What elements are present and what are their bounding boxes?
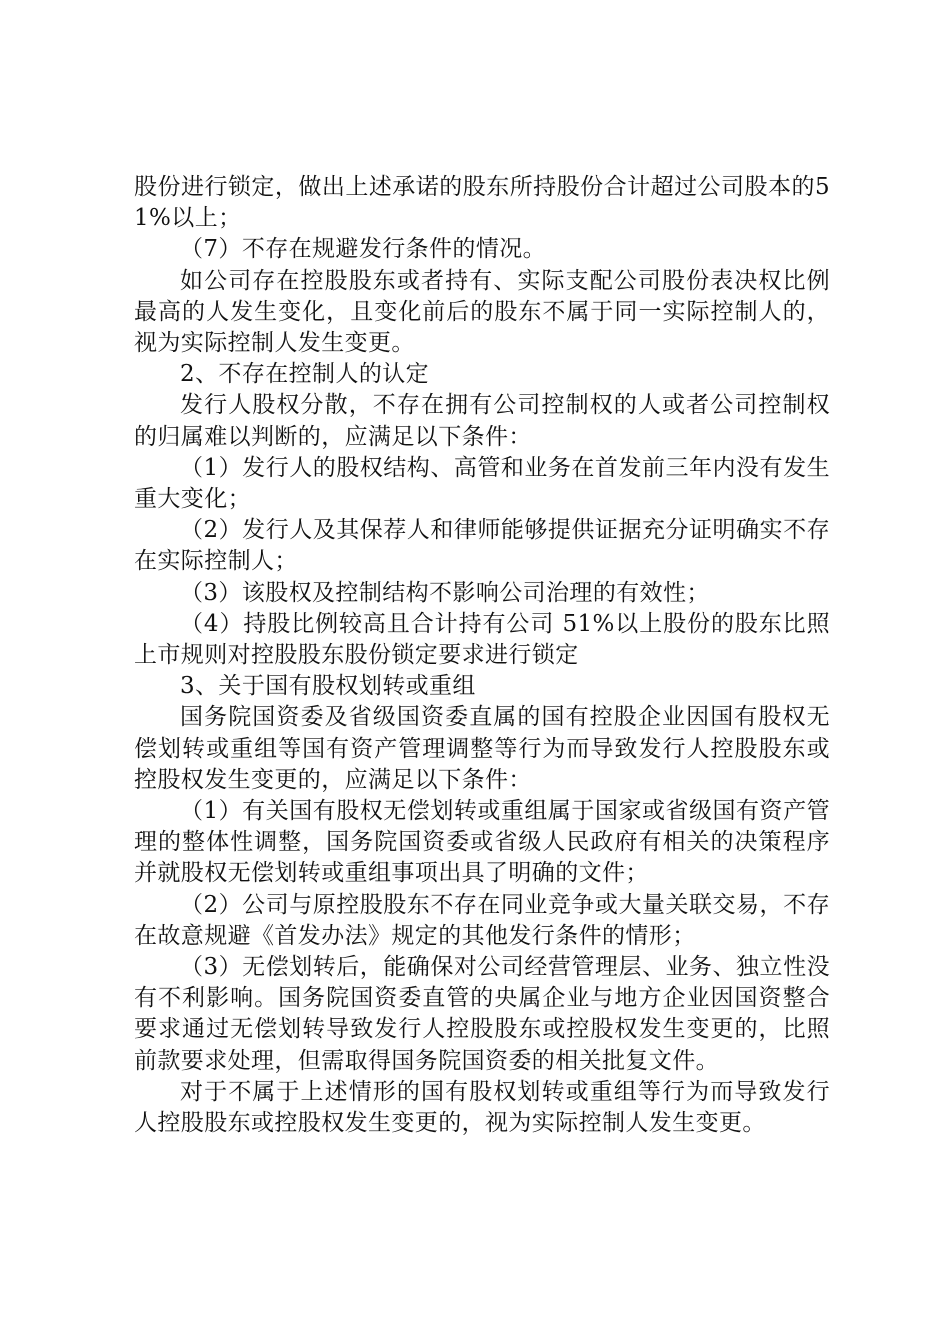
- paragraph-change-definition: 如公司存在控股股东或者持有、实际支配公司股份表决权比例最高的人发生变化，且变化前后的股东不属于同一实际控制人的，视为实际控制人发生变更。: [134, 267, 830, 357]
- document-body: [134, 172, 830, 1139]
- paragraph-transfer-condition-2: （2）公司与原控股股东不存在同业竞争或大量关联交易，不存在故意规避《首发办法》规定的其他发行条件的情形；: [134, 891, 830, 949]
- paragraph-condition-1: （1）发行人的股权结构、高管和业务在首发前三年内没有发生重大变化；: [134, 454, 830, 513]
- paragraph-continuation: 股份进行锁定，做出上述承诺的股东所持股份合计超过公司股本的51%以上；: [134, 174, 830, 232]
- paragraph-dispersed-ownership: 发行人股权分散，不存在拥有公司控制权的人或者公司控制权的归属难以判断的，应满足以下条件：: [134, 392, 830, 450]
- paragraph-other-cases: 对于不属于上述情形的国有股权划转或重组等行为而导致发行人控股股东或控股权发生变更的，视为实际控制人发生变更。: [134, 1078, 830, 1137]
- paragraph-transfer-condition-3: （3）无偿划转后，能确保对公司经营管理层、业务、独立性没有不利影响。国务院国资委直管的央属企业与地方企业因国资整合要求通过无偿划转导致发行人控股股东或控股权发生变更的，比照前款要求处理，但需取得国务院国资委的相关批复文件。: [134, 954, 830, 1074]
- paragraph-condition-2: （2）发行人及其保荐人和律师能够提供证据充分证明确实不存在实际控制人；: [134, 517, 830, 575]
- paragraph-condition-3: （3）该股权及控制结构不影响公司治理的有效性；: [180, 579, 710, 606]
- paragraph-condition-4: （4）持股比例较高且合计持有公司 51%以上股份的股东比照上市规则对控股股东股份锁定要求进行锁定: [134, 610, 830, 669]
- paragraph-state-owned-transfer: 国务院国资委及省级国资委直属的国有控股企业因国有股权无偿划转或重组等国有资产管理调整等行为而导致发行人控股股东或控股权发生变更的，应满足以下条件：: [134, 704, 830, 793]
- paragraph-item-7: （7）不存在规避发行条件的情况。: [180, 236, 547, 263]
- section-heading-2: 2、不存在控制人的认定: [180, 361, 430, 388]
- paragraph-transfer-condition-1: （1）有关国有股权无偿划转或重组属于国家或省级国有资产管理的整体性调整，国务院国资委或省级人民政府有相关的决策程序并就股权无偿划转或重组事项出具了明确的文件；: [134, 798, 830, 887]
- section-heading-3: 3、关于国有股权划转或重组: [180, 673, 476, 700]
